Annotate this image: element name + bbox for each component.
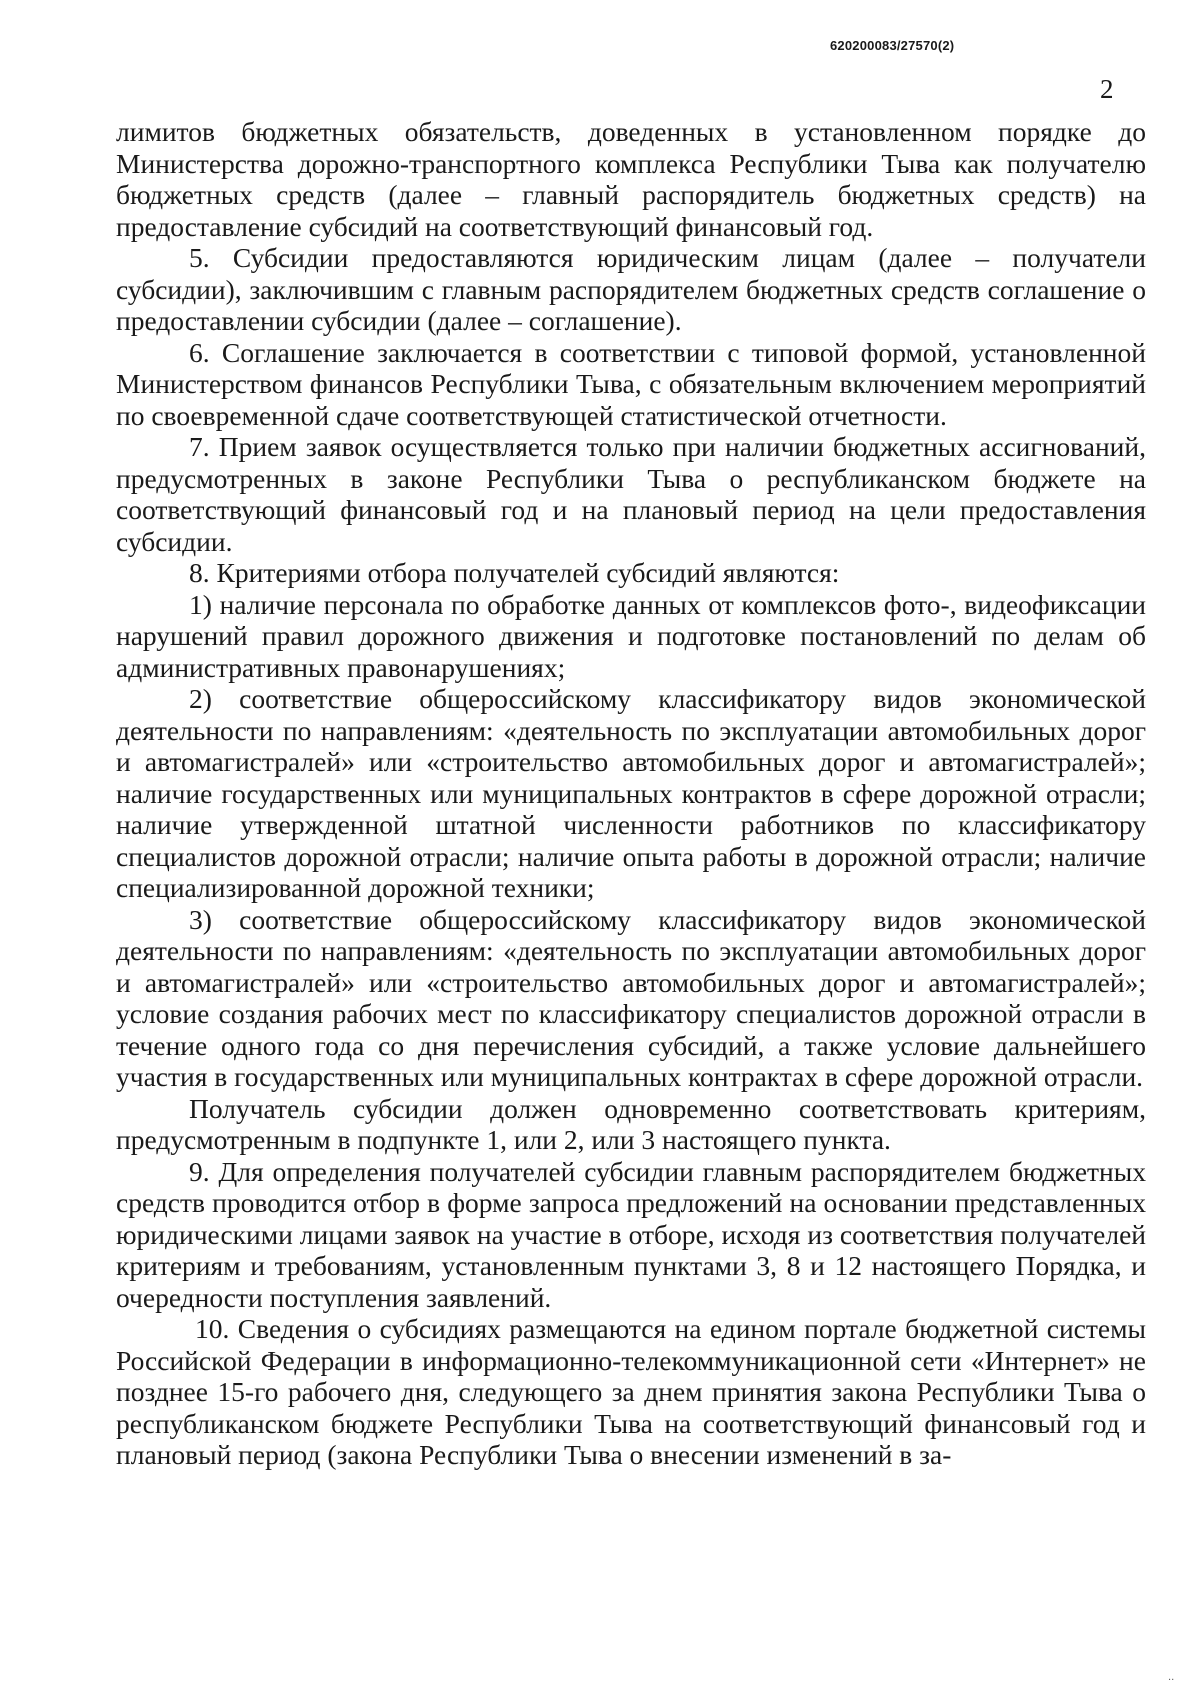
document-id: 620200083/27570(2) (830, 38, 955, 53)
paragraph-7: 7. Прием заявок осуществляется только при наличии бюджетных ассигнований, предусмотренных в законе Республики Тыва о республиканском бюджете на соответствующий финансовый год и на плановый период на цели предоставления субсидии. (116, 431, 1146, 557)
paragraph-8-note: Получатель субсидии должен одновременно соответствовать критериям, предусмотренным в подпункте 1, или 2, или 3 настоящего пункта. (116, 1092, 1146, 1155)
paragraph-8-item-1: 1) наличие персонала по обработке данных от комплексов фото-, видеофиксации нарушений правил дорожного движения и подготовке постановлений по делам об административных правонарушениях; (116, 588, 1146, 683)
corner-mark: .. (1168, 1672, 1175, 1683)
paragraph-9: 9. Для определения получателей субсидии главным распорядителем бюджетных средств проводится отбор в форме запроса предложений на основании представленных юридическими лицами заявок на участие в отборе, исходя из соответствия получателей критериям и требованиям, установленным пунктами 3, 8 и 12 настоящего Порядка, и очередности поступления заявлений. (116, 1155, 1146, 1313)
document-body (116, 116, 1146, 1471)
paragraph-5: 5. Субсидии предоставляются юридическим лицам (далее – получатели субсидии), заключившим с главным распорядителем бюджетных средств соглашение о предоставлении субсидии (далее – соглашение). (116, 242, 1146, 336)
paragraph-8: 8. Критериями отбора получателей субсидий являются: (189, 557, 840, 588)
paragraph-8-item-3: 3) соответствие общероссийскому классификатору видов экономической деятельности по направлениям: «деятельность по эксплуатации автомобильных дорог и автомагистралей» или «строительство автомобильных дорог и автомагистралей»; условие создания рабочих мест по классификатору специалистов дорожной отрасли в течение одного года со дня перечисления субсидий, а также условие дальнейшего участия в государственных или муниципальных контрактах в сфере дорожной отрасли. (116, 903, 1146, 1092)
paragraph-limits: лимитов бюджетных обязательств, доведенных в установленном порядке до Министерства дорожно-транспортного комплекса Республики Тыва как получателю бюджетных средств (далее – главный распорядитель бюджетных средств) на предоставление субсидий на соответствующий финансовый год. (116, 116, 1146, 242)
paragraph-6: 6. Соглашение заключается в соответствии с типовой формой, установленной Министерством финансов Республики Тыва, с обязательным включением мероприятий по своевременной сдаче соответствующей статистической отчетности. (116, 336, 1146, 431)
paragraph-10: 10. Сведения о субсидиях размещаются на едином портале бюджетной системы Российской Федерации в информационно-телекоммуникационной сети «Интернет» не позднее 15-го рабочего дня, следующего за днем принятия закона Республики Тыва о республиканском бюджете Республики Тыва на соответствующий финансовый год и плановый период (закона Республики Тыва о внесении изменений в за- (116, 1313, 1146, 1470)
page-number: 2 (1100, 74, 1114, 104)
paragraph-8-item-2: 2) соответствие общероссийскому классификатору видов экономической деятельности по направлениям: «деятельность по эксплуатации автомобильных дорог и автомагистралей» или «строительство автомобильных дорог и автомагистралей»; наличие государственных или муниципальных контрактов в сфере дорожной отрасли; наличие утвержденной штатной численности работников по классификатору специалистов дорожной отрасли; наличие опыта работы в дорожной отрасли; наличие специализированной дорожной техники; (116, 683, 1146, 903)
